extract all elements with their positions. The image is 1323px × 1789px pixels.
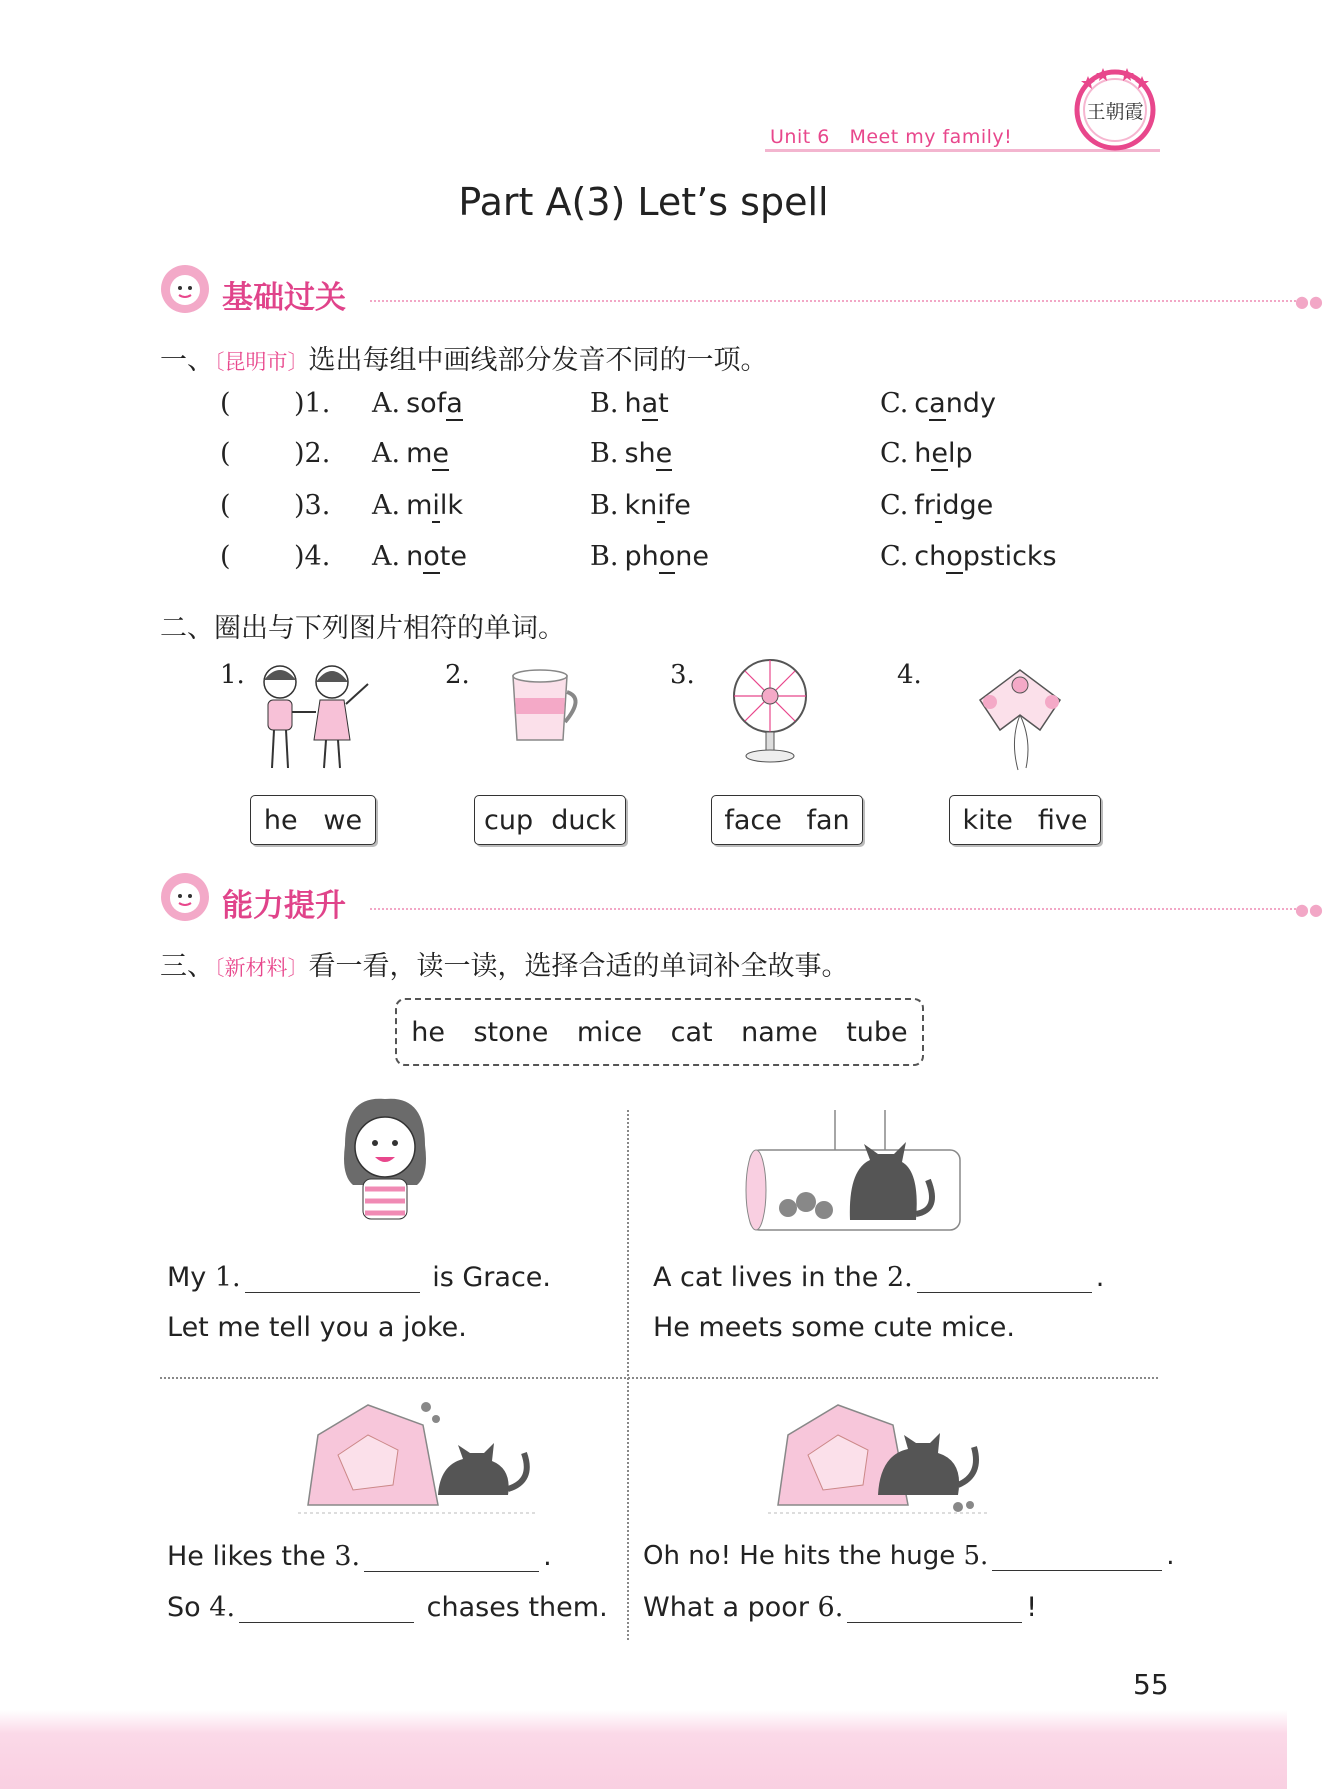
- publisher-logo: [1070, 62, 1160, 152]
- panel1-line1: [167, 1262, 551, 1293]
- option-b: [590, 388, 669, 419]
- blank-number: 2.: [886, 1262, 913, 1293]
- story-text: My: [167, 1262, 207, 1293]
- word-option[interactable]: we: [323, 804, 363, 836]
- q2-word-box: [949, 795, 1101, 845]
- word-option[interactable]: kite: [962, 804, 1013, 836]
- story-text: Oh no! He hits the huge: [643, 1541, 956, 1571]
- underlined-letter: a: [641, 388, 659, 419]
- blank-6[interactable]: [847, 1596, 1022, 1623]
- q2-instruction: 圈出与下列图片相符的单词。: [214, 613, 565, 644]
- q1-row: [220, 438, 1120, 482]
- panel4-line1: [643, 1541, 1175, 1571]
- option-a: [372, 541, 467, 572]
- page-title: Part A(3) Let’s spell: [458, 180, 829, 224]
- girl-picture: [325, 1095, 445, 1235]
- q1-item-number: )2.: [294, 438, 331, 469]
- word-option[interactable]: he: [263, 804, 298, 836]
- q2-word-box: [711, 795, 863, 845]
- option-letter: B.: [590, 541, 619, 572]
- q2-item-number: 1.: [220, 660, 245, 690]
- q2-instruction-line: [160, 606, 565, 645]
- mascot-icon: [160, 872, 210, 922]
- word-part: ne: [675, 541, 709, 572]
- option-letter: A.: [372, 541, 401, 572]
- blank-4[interactable]: [239, 1596, 414, 1623]
- word-part: fr: [914, 490, 935, 521]
- q1-item-number: )1.: [294, 388, 331, 419]
- panel1-line2: Let me tell you a joke.: [167, 1312, 467, 1343]
- cup-icon: [505, 668, 585, 748]
- panel-divider-vertical: [627, 1110, 629, 1640]
- word-bank-item: name: [741, 1016, 818, 1048]
- q1-number: 一、: [160, 345, 214, 376]
- underlined-letter: o: [946, 541, 963, 572]
- word-option[interactable]: face: [724, 804, 782, 836]
- q1-instruction-line: [160, 338, 768, 377]
- answer-paren[interactable]: (: [220, 541, 231, 572]
- section-header-basic: [160, 262, 1323, 318]
- unit-title: Meet my family!: [849, 126, 1013, 148]
- page-number: 55: [1133, 1668, 1169, 1701]
- q2-number: 二、: [160, 613, 214, 644]
- word-part: m: [406, 438, 433, 469]
- story-text: is Grace.: [432, 1262, 551, 1293]
- option-letter: C.: [880, 388, 909, 419]
- section-divider: [370, 300, 1300, 302]
- divider-end-icon: ●●: [1295, 292, 1323, 311]
- word-part: sh: [624, 438, 656, 469]
- option-b: [590, 490, 691, 521]
- divider-end-icon: ●●: [1295, 900, 1323, 919]
- word-option[interactable]: cup: [484, 804, 534, 836]
- q1-row: [220, 388, 1120, 432]
- underlined-letter: e: [432, 438, 450, 469]
- story-text: chases them.: [426, 1592, 608, 1623]
- blank-2[interactable]: [917, 1266, 1092, 1293]
- blank-1[interactable]: [245, 1266, 420, 1293]
- unit-header: [770, 126, 1012, 148]
- option-letter: C.: [880, 438, 909, 469]
- word-part: lp: [948, 438, 973, 469]
- panel3-line2: [167, 1592, 608, 1623]
- blank-5[interactable]: [992, 1544, 1162, 1571]
- word-part: ch: [914, 541, 947, 572]
- option-letter: B.: [590, 388, 619, 419]
- answer-paren[interactable]: (: [220, 490, 231, 521]
- story-text: A cat lives in the: [653, 1262, 879, 1293]
- blank-number: 4.: [209, 1592, 236, 1623]
- word-part: kn: [624, 490, 658, 521]
- cat-hits-stone-picture: [768, 1395, 988, 1520]
- q2-word-box: [474, 795, 626, 845]
- kite-icon: [960, 660, 1080, 775]
- q1-row: [220, 490, 1120, 534]
- word-option[interactable]: fan: [806, 804, 850, 836]
- fan-icon: [730, 656, 810, 766]
- underlined-letter: i: [934, 490, 943, 521]
- word-option[interactable]: five: [1037, 804, 1088, 836]
- tube-cat-mice-picture: [740, 1110, 970, 1240]
- option-letter: B.: [590, 438, 619, 469]
- q1-tag: 〔昆明市〕: [214, 350, 309, 374]
- option-c: [880, 438, 973, 469]
- word-part: fe: [664, 490, 691, 521]
- underlined-letter: o: [423, 541, 440, 572]
- option-c: [880, 388, 996, 419]
- q3-instruction-line: [160, 944, 849, 983]
- underlined-letter: e: [655, 438, 673, 469]
- option-letter: A.: [372, 388, 401, 419]
- word-part: lk: [439, 490, 464, 521]
- panel3-line1: [167, 1541, 552, 1572]
- option-letter: A.: [372, 438, 401, 469]
- panel-divider-horizontal: [160, 1377, 1158, 1379]
- option-b: [590, 438, 672, 469]
- option-letter: B.: [590, 490, 619, 521]
- word-part: n: [406, 541, 424, 572]
- word-part: sof: [406, 388, 447, 419]
- story-text: So: [167, 1592, 201, 1623]
- word-part: ndy: [945, 388, 996, 419]
- word-part: t: [658, 388, 669, 419]
- word-part: m: [406, 490, 433, 521]
- q2-item-number: 4.: [897, 660, 922, 690]
- underlined-letter: a: [929, 388, 946, 419]
- blank-3[interactable]: [364, 1545, 539, 1572]
- word-bank-item: stone: [473, 1016, 549, 1048]
- blank-number: 5.: [963, 1541, 989, 1571]
- story-text: .: [1095, 1262, 1105, 1293]
- option-b: [590, 541, 709, 572]
- q1-item-number: )3.: [294, 490, 331, 521]
- underlined-letter: o: [658, 541, 676, 572]
- story-text: .: [543, 1541, 552, 1572]
- story-text: .: [1166, 1541, 1175, 1571]
- word-part: te: [439, 541, 467, 572]
- q1-instruction: 选出每组中画线部分发音不同的一项。: [308, 345, 768, 376]
- section-label: 能力提升: [222, 888, 346, 924]
- q1-item-number: )4.: [294, 541, 331, 572]
- section-divider: [370, 908, 1300, 910]
- panel2-line2: He meets some cute mice.: [653, 1312, 1015, 1343]
- q3-instruction: 看一看，读一读，选择合适的单词补全故事。: [308, 951, 849, 982]
- underlined-letter: i: [432, 490, 440, 521]
- word-bank-item: mice: [576, 1016, 643, 1048]
- q2-word-box: [250, 795, 376, 845]
- option-a: [372, 388, 463, 419]
- option-a: [372, 438, 449, 469]
- mascot-icon: [160, 264, 210, 314]
- answer-paren[interactable]: (: [220, 388, 231, 419]
- story-text: What a poor: [643, 1592, 809, 1623]
- q3-tag: 〔新材料〕: [214, 956, 309, 980]
- underlined-letter: a: [446, 388, 463, 419]
- option-a: [372, 490, 463, 521]
- section-header-advanced: [160, 870, 1323, 926]
- word-bank: [395, 998, 924, 1066]
- svg-text:王朝霞: 王朝霞: [1086, 101, 1144, 123]
- underlined-letter: i: [657, 490, 665, 521]
- story-text: !: [1026, 1592, 1038, 1623]
- panel2-line1: [653, 1262, 1104, 1293]
- blank-number: 6.: [817, 1592, 844, 1623]
- word-part: h: [624, 388, 642, 419]
- option-c: [880, 541, 1057, 572]
- panel4-line2: [643, 1592, 1037, 1623]
- section-label: 基础过关: [222, 280, 346, 316]
- word-part: ph: [624, 541, 659, 572]
- cat-stone-picture: [298, 1395, 538, 1520]
- word-bank-item: tube: [846, 1016, 908, 1048]
- option-c: [880, 490, 993, 521]
- two-girls-icon: [250, 660, 380, 780]
- bottom-decoration: [0, 1710, 1287, 1789]
- underlined-letter: e: [931, 438, 949, 469]
- q2-item-number: 3.: [670, 660, 695, 690]
- option-letter: C.: [880, 541, 909, 572]
- answer-paren[interactable]: (: [220, 438, 231, 469]
- word-bank-item: he: [411, 1016, 445, 1048]
- story-text: He likes the: [167, 1541, 326, 1572]
- option-letter: C.: [880, 490, 909, 521]
- blank-number: 3.: [334, 1541, 361, 1572]
- word-option[interactable]: duck: [551, 804, 616, 836]
- unit-label: Unit 6: [770, 126, 830, 148]
- q3-number: 三、: [160, 951, 214, 982]
- word-part: c: [914, 388, 930, 419]
- word-part: h: [914, 438, 932, 469]
- word-part: psticks: [962, 541, 1057, 572]
- q2-item-number: 2.: [445, 660, 470, 690]
- word-bank-item: cat: [670, 1016, 713, 1048]
- word-part: dge: [942, 490, 994, 521]
- blank-number: 1.: [214, 1262, 241, 1293]
- option-letter: A.: [372, 490, 401, 521]
- q1-row: [220, 541, 1120, 585]
